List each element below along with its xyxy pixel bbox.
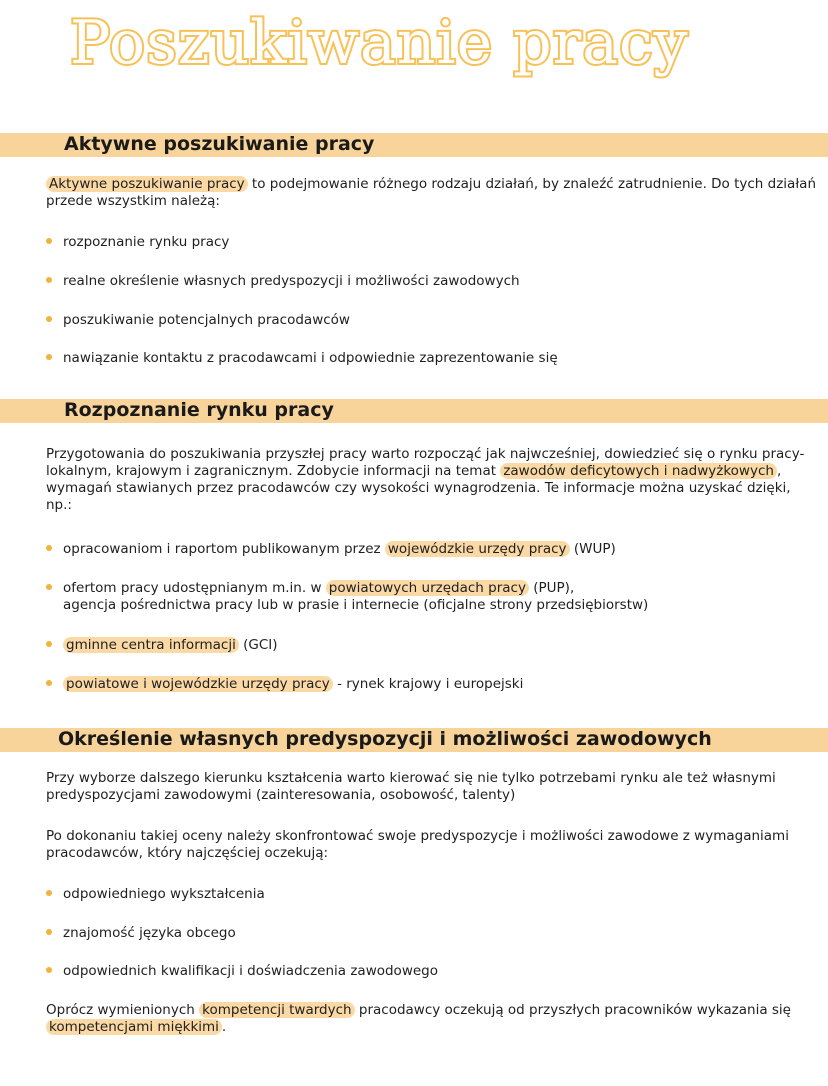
bullet-dot-icon [46,890,52,896]
section-heading-labour-market: Rozpoznanie rynku pracy [64,399,334,421]
bullet-dot-icon [46,238,52,244]
highlight-term: kompetencjami miękkimi [46,1019,222,1035]
list-item-text: agencja pośrednictwa pracy lub w prasie i internecie (oficjalne strony przedsiębiorstw) [63,597,649,613]
closing-text: . [221,1019,227,1035]
highlight-term: gminne centra informacji [63,637,239,653]
intro-text: , wymagań stawianych przez pracodawców czy wysokości wynagrodzenia. Te informacje można uzyskać dzięki, np.: [46,463,791,513]
closing-text: Oprócz wymienionych [46,1002,195,1018]
highlight-term: Aktywne poszukiwanie pracy [46,176,248,192]
section-intro-labour-market [46,446,816,514]
bullet-dot-icon [46,277,52,283]
bullet-dot-icon [46,584,52,590]
section-intro-active-search [46,176,816,210]
list-item-text: - rynek krajowy i europejski [337,676,524,692]
list-item-text: odpowiedniego wykształcenia [63,886,265,902]
section-paragraph: Po dokonaniu takiej oceny należy skonfrontować swoje predyspozycje i możliwości zawodowe z wymaganiami pracodawców, który najczęściej oczekują: [46,828,789,861]
bullet-dot-icon [46,545,52,551]
list-item-text: odpowiednich kwalifikacji i doświadczenia zawodowego [63,963,438,979]
list-item [46,676,816,693]
closing-paragraph [46,1002,816,1036]
highlight-term: wojewódzkie urzędy pracy [385,541,570,557]
bullet-dot-icon [46,641,52,647]
list-item [46,350,816,367]
list-item [46,312,816,329]
highlight-term: powiatowych urzędach pracy [326,580,529,596]
list-item [46,925,816,942]
list-item [46,963,816,980]
bullet-dot-icon [46,967,52,973]
list-item-text: opracowaniom i raportom publikowanym przez [63,541,381,557]
list-item-text: (WUP) [573,541,616,557]
list-item [46,234,816,251]
list-item-text: (PUP), [533,580,575,596]
list-item-text: nawiązanie kontaktu z pracodawcami i odpowiednie zaprezentowanie się [63,350,558,366]
highlight-term: zawodów deficytowych i nadwyżkowych [500,463,777,479]
list-item-text: rozpoznanie rynku pracy [63,234,230,250]
highlight-term: powiatowe i wojewódzkie urzędy pracy [63,676,333,692]
section-heading-predispositions: Określenie własnych predyspozycji i możliwości zawodowych [58,728,712,750]
list-item [46,637,816,654]
section-heading-active-search: Aktywne poszukiwanie pracy [64,133,375,155]
bullet-dot-icon [46,316,52,322]
highlight-term: kompetencji twardych [199,1002,354,1018]
intro-text: Przygotowania do poszukiwania przyszłej pracy warto rozpocząć jak najwcześniej, dowiedzieć się o rynku pracy- lokalnym, krajowym i zagranicznym. Zdobycie informacji na temat [46,446,805,479]
page-title: Poszukiwanie pracy [70,8,689,78]
list-item-text: znajomość języka obcego [63,925,236,941]
bullet-dot-icon [46,354,52,360]
intro-text: to podejmowanie różnego rodzaju działań, by znaleźć zatrudnienie. Do tych działań przede wszystkim należą: [46,176,816,209]
bullet-dot-icon [46,680,52,686]
list-item [46,541,816,558]
list-item [46,273,816,290]
list-item-text: (GCI) [243,637,278,653]
list-item-text: ofertom pracy udostępnianym m.in. w [63,580,322,596]
list-item-text: realne określenie własnych predyspozycji i możliwości zawodowych [63,273,520,289]
section-paragraph: Przy wyborze dalszego kierunku kształcenia warto kierować się nie tylko potrzebami rynku ale też własnymi predyspozycjami zawodowymi (zainteresowania, osobowość, talenty) [46,770,776,803]
bullet-dot-icon [46,929,52,935]
list-item-text: poszukiwanie potencjalnych pracodawców [63,312,350,328]
list-item [46,580,816,614]
list-item [46,886,816,903]
closing-text: pracodawcy oczekują od przyszłych pracowników wykazania się [358,1002,791,1018]
